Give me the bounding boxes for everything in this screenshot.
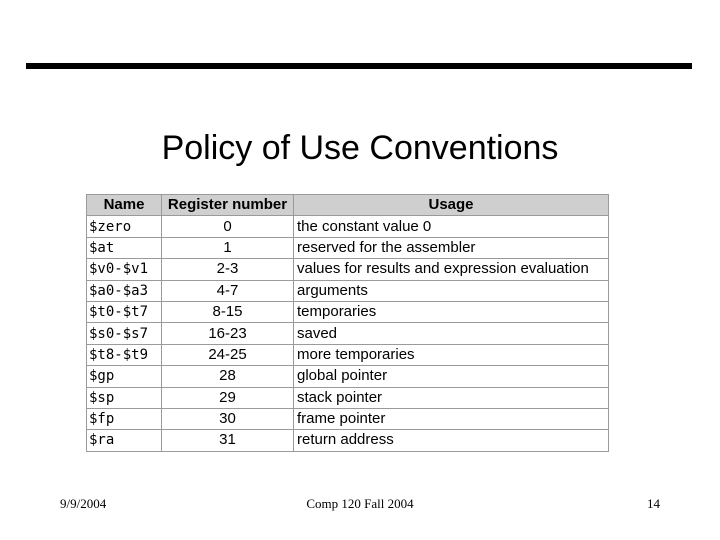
register-number: 24-25 (162, 344, 294, 365)
register-number: 28 (162, 366, 294, 387)
header-usage: Usage (294, 195, 609, 216)
footer-date: 9/9/2004 (60, 496, 107, 511)
register-name: $zero (87, 216, 162, 237)
register-usage: stack pointer (294, 387, 609, 408)
register-usage: more temporaries (294, 344, 609, 365)
header-register-number: Register number (162, 195, 294, 216)
register-number: 31 (162, 430, 294, 451)
footer-page-number: 14 (647, 496, 660, 511)
table-row (87, 259, 609, 280)
register-number: 0 (162, 216, 294, 237)
register-usage: frame pointer (294, 408, 609, 429)
register-usage: values for results and expression evaluation (294, 259, 609, 280)
register-name: $fp (87, 408, 162, 429)
register-usage: return address (294, 430, 609, 451)
table-row (87, 430, 609, 451)
register-number: 4-7 (162, 280, 294, 301)
register-usage: temporaries (294, 301, 609, 322)
footer-course: Comp 120 Fall 2004 (306, 496, 414, 511)
table-row (87, 408, 609, 429)
register-name: $t8-$t9 (87, 344, 162, 365)
table-row (87, 387, 609, 408)
table-row (87, 280, 609, 301)
table-row (87, 237, 609, 258)
register-name: $s0-$s7 (87, 323, 162, 344)
register-table (86, 194, 609, 452)
register-usage: arguments (294, 280, 609, 301)
register-number: 30 (162, 408, 294, 429)
register-name: $ra (87, 430, 162, 451)
register-name: $sp (87, 387, 162, 408)
register-usage: the constant value 0 (294, 216, 609, 237)
register-number: 16-23 (162, 323, 294, 344)
table-header-row (87, 195, 609, 216)
top-rule (26, 63, 692, 69)
table-row (87, 344, 609, 365)
register-name: $v0-$v1 (87, 259, 162, 280)
table-row (87, 216, 609, 237)
register-number: 8-15 (162, 301, 294, 322)
register-number: 29 (162, 387, 294, 408)
register-usage: reserved for the assembler (294, 237, 609, 258)
register-number: 1 (162, 237, 294, 258)
register-name: $at (87, 237, 162, 258)
register-number: 2-3 (162, 259, 294, 280)
register-name: $a0-$a3 (87, 280, 162, 301)
register-usage: global pointer (294, 366, 609, 387)
table-row (87, 366, 609, 387)
table-row (87, 301, 609, 322)
table-row (87, 323, 609, 344)
slide-title: Policy of Use Conventions (161, 129, 559, 167)
header-name: Name (87, 195, 162, 216)
register-name: $gp (87, 366, 162, 387)
register-usage: saved (294, 323, 609, 344)
register-name: $t0-$t7 (87, 301, 162, 322)
